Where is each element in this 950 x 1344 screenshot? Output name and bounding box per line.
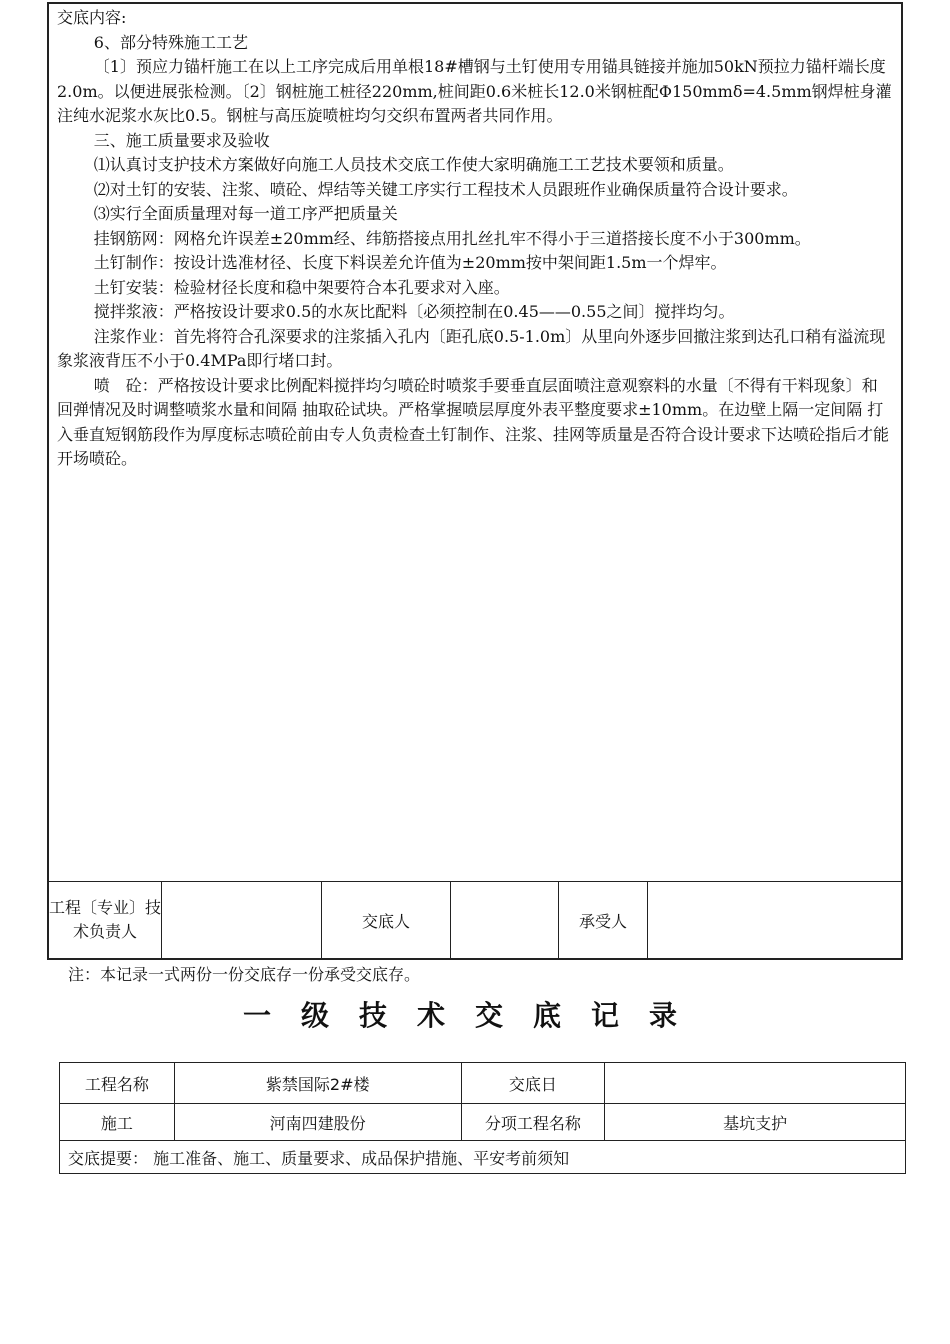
content-paragraph: ⑴认真讨支护技术方案做好向施工人员技术交底工作使大家明确施工工艺技术要领和质量。 xyxy=(93,155,734,174)
project-name-label: 工程名称 xyxy=(60,1063,175,1104)
tech-lead-label: 工程〔专业〕技术负责人 xyxy=(49,882,162,958)
info-table xyxy=(59,1062,906,1174)
date-value[interactable] xyxy=(605,1063,906,1104)
receiver-field[interactable] xyxy=(648,882,901,958)
content-paragraph: 喷 砼：严格按设计要求比例配料搅拌均匀喷砼时喷浆手要垂直层面喷注意观察料的水量〔不得有干料现象〕和回弹情况及时调整喷浆水量和间隔 抽取砼试块。严格掌握喷层厚度外表平整度要求±10mm。在边壁上隔一定间隔 打入垂直短钢筋段作为厚度标志喷砼前由专人负责检查土钉制作、注浆、挂网等质量是否符合设计要求下达喷砼指后才能开场喷砼。 xyxy=(57,375,890,468)
discloser-field[interactable] xyxy=(451,882,559,958)
sub-project-value[interactable]: 基坑支护 xyxy=(605,1104,906,1141)
content-paragraph: 注浆作业：首先将符合孔深要求的注浆插入孔内〔距孔底0.5-1.0m〕从里向外逐步回撤注浆到达孔口稍有溢流现象浆液背压不小于0.4MPa即行堵口封。 xyxy=(57,326,886,370)
content-paragraph: 挂钢筋网：网格允许误差±20mm经、纬筋搭接点用扎丝扎牢不得小于三道搭接长度不小于300mm。 xyxy=(93,228,811,248)
date-label: 交底日 xyxy=(461,1063,605,1104)
project-name-value[interactable]: 紫禁国际2#楼 xyxy=(174,1063,461,1104)
table-row xyxy=(60,1141,906,1174)
construction-label: 施工 xyxy=(60,1104,175,1141)
record-note: 注：本记录一式两份一份交底存一份承受交底存。 xyxy=(68,965,421,984)
table-row xyxy=(60,1104,906,1141)
disclosure-content xyxy=(49,4,901,886)
construction-value[interactable]: 河南四建股份 xyxy=(174,1104,461,1141)
content-paragraph: 土钉制作：按设计选准材径、长度下料误差允许值为±20mm按中架间距1.5m一个焊牢。 xyxy=(93,253,727,272)
content-paragraph: 6、部分特殊施工工艺 xyxy=(93,32,248,52)
content-paragraph: ⑵对土钉的安装、注浆、喷砼、焊结等关键工序实行工程技术人员跟班作业确保质量符合设计要求。 xyxy=(93,179,798,199)
document-title: 一级技术交底记录 xyxy=(242,999,707,1032)
receiver-label: 承受人 xyxy=(559,882,648,958)
content-paragraph: 土钉安装：检验材径长度和稳中架要符合本孔要求对入座。 xyxy=(93,277,510,297)
content-paragraph: ⑶实行全面质量理对每一道工序严把质量关 xyxy=(93,204,398,223)
tech-lead-field[interactable] xyxy=(162,882,322,958)
signature-row xyxy=(49,881,901,958)
content-paragraph: 搅拌浆液：严格按设计要求0.5的水灰比配料〔必须控制在0.45——0.55之间〕搅拌均匀。 xyxy=(93,302,735,321)
sub-project-label: 分项工程名称 xyxy=(461,1104,605,1141)
table-row xyxy=(60,1063,906,1104)
summary-value[interactable]: 施工准备、施工、质量要求、成品保护措施、平安考前须知 xyxy=(153,1148,570,1168)
content-paragraph: 〔1〕预应力锚杆施工在以上工序完成后用单根18#槽钢与土钉使用专用锚具链接并施加50kN预拉力锚杆端长度2.0m。以便进展张检测。〔2〕钢桩施工桩径220mm,桩间距0.6米桩长12.0米钢桩配Φ150mmδ=4.5mm钢焊桩身灌注纯水泥浆水灰比0.5。钢桩与高压旋喷桩均匀交织布置两者共同作用。 xyxy=(57,57,892,125)
disclosure-content-box xyxy=(47,2,903,960)
content-heading: 交底内容: xyxy=(57,8,127,27)
discloser-label: 交底人 xyxy=(322,882,451,958)
summary-label: 交底提要： xyxy=(68,1148,149,1168)
content-paragraph: 三、施工质量要求及验收 xyxy=(93,130,270,150)
summary-cell xyxy=(60,1141,906,1174)
